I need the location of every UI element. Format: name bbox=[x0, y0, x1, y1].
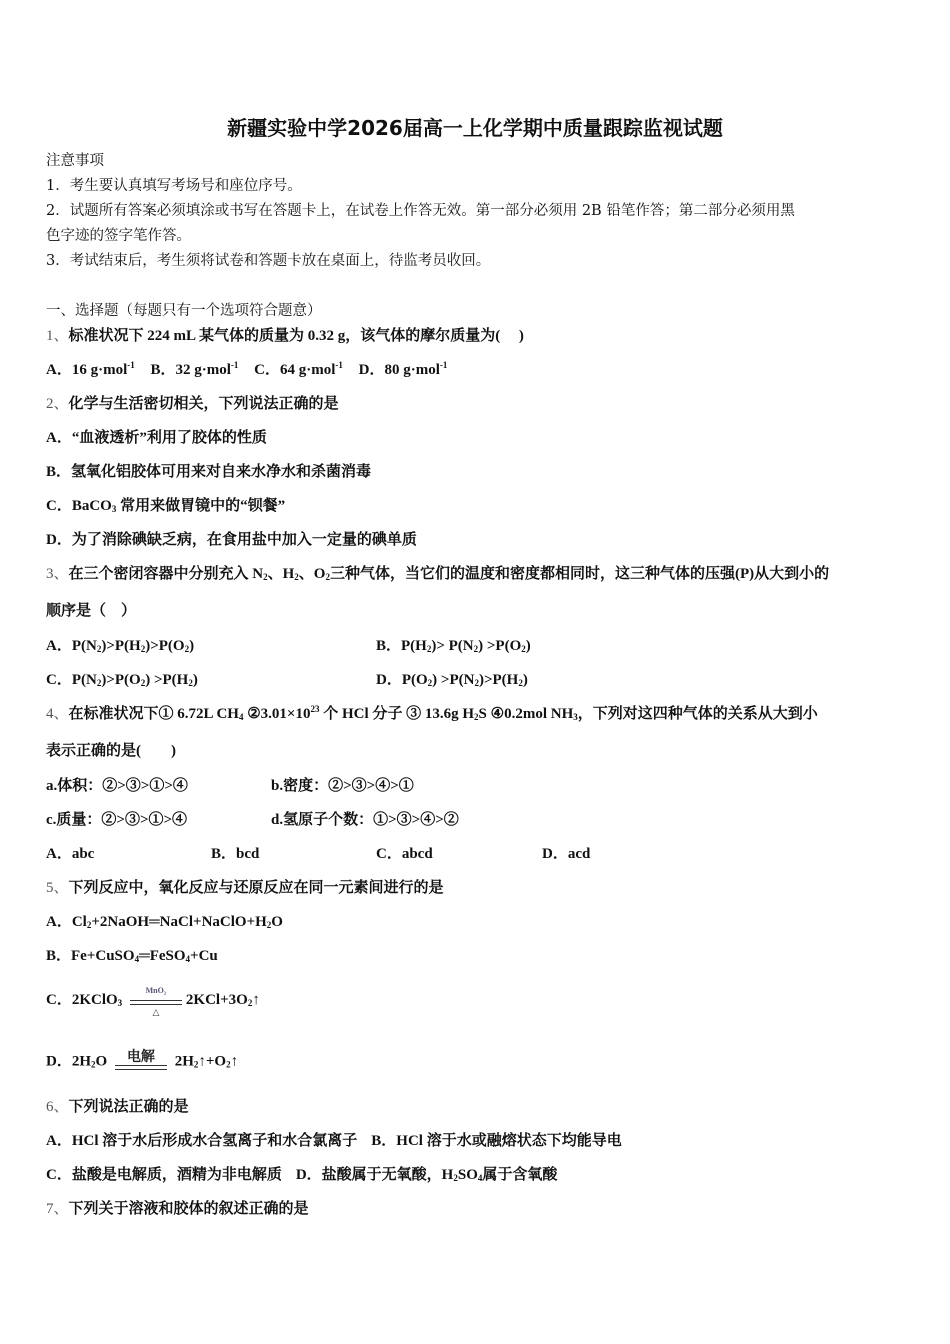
option-c[interactable]: C．$P(N_2)>P(O_2) >P(H_2)$ bbox=[46, 672, 198, 688]
question-4-cont: 表示正确的是( ) bbox=[46, 743, 176, 759]
section-heading: 一、选择题（每题只有一个选项符合题意） bbox=[46, 303, 322, 319]
question-5 bbox=[46, 878, 444, 898]
option-b[interactable]: B．氢氧化铝胶体可用来对自来水净水和杀菌消毒 bbox=[46, 464, 372, 480]
question-stem: 下列关于溶液和胶体的叙述正确的是 bbox=[68, 1201, 309, 1217]
question-3: 3、在三个密闭容器中分别充入 $N_2$、$H_2$、$O_2$三种气体，当它们的温度和密度都相同时，这三种气体的压强(P)从大到小的 bbox=[46, 566, 830, 582]
question-6-options-row2 bbox=[46, 1165, 557, 1185]
gas-arrow-icon: ↑ bbox=[252, 992, 260, 1008]
question-3-cont: 顺序是（ ） bbox=[46, 603, 137, 619]
page-title: 新疆实验中学2026届高一上化学期中质量跟踪监视试题 bbox=[227, 116, 723, 140]
notice-item-2: 2．试题所有答案必须填涂或书写在答题卡上，在试卷上作答无效。第一部分必须用 2B 铅笔作答；第二部分必须用黑 bbox=[46, 203, 795, 219]
option-d[interactable]: D．盐酸属于无氧酸，$H_2SO_4$属于含氧酸 bbox=[295, 1167, 558, 1183]
option-a[interactable]: A．“血液透析”利用了胶体的性质 bbox=[46, 430, 267, 446]
option-a[interactable]: A．abc bbox=[46, 846, 95, 862]
electrolysis-label: 电解 bbox=[126, 1049, 155, 1065]
option-a[interactable]: A．$Cl_2+2NaOH═NaCl+NaClO+H_2O$ bbox=[46, 914, 283, 930]
question-number: 3、 bbox=[46, 566, 69, 582]
question-4: 4、在标准状况下① 6.72L $CH_4$ $②3.01\times 10^{23}$ 个 HCl 分子 ③ 13.6g $H_2S$ ④0.2mol $NH_3$，下列对这四种气体的关系从大到小 bbox=[46, 704, 818, 722]
notice-item-1: 1．考生要认真填写考场号和座位序号。 bbox=[46, 178, 302, 194]
option-c[interactable]: C．2KClO$_3$ MnO₂ △ $2KCl+3O_2↑$ bbox=[46, 990, 260, 1011]
option-a[interactable]: A．HCl 溶于水后形成水合氢离子和水合氯离子 bbox=[46, 1133, 358, 1149]
option-d[interactable]: D．$P(O_2) >P(N_2)>P(H_2)$ bbox=[376, 672, 528, 688]
question-4-options bbox=[46, 844, 906, 864]
question-2 bbox=[46, 394, 339, 414]
option-b[interactable]: B．$P(H_2)> P(N_2) >P(O_2)$ bbox=[376, 638, 531, 654]
question-6 bbox=[46, 1097, 189, 1117]
statement-a: a.体积：②>③>①>④ bbox=[46, 778, 188, 794]
question-1-options bbox=[46, 360, 447, 380]
catalyst-label: MnO₂ bbox=[145, 985, 167, 995]
reaction-condition bbox=[115, 1051, 167, 1073]
question-stem: 下列说法正确的是 bbox=[68, 1099, 189, 1115]
question-6-options-row1 bbox=[46, 1131, 622, 1151]
equals-sign-icon bbox=[115, 1065, 167, 1070]
question-number: 6、 bbox=[46, 1099, 69, 1115]
question-4-statements-row1 bbox=[46, 776, 906, 796]
statement-b: b.密度：②>③>④>① bbox=[271, 778, 414, 794]
option-d[interactable]: D．acd bbox=[542, 846, 591, 862]
option-a[interactable]: A．16 g·mol$^{-1}$ bbox=[46, 360, 135, 378]
question-7 bbox=[46, 1199, 309, 1219]
notice-item-3: 3．考试结束后，考生须将试卷和答题卡放在桌面上，待监考员收回。 bbox=[46, 253, 491, 269]
question-stem: 化学与生活密切相关，下列说法正确的是 bbox=[68, 396, 339, 412]
option-b[interactable]: B．bcd bbox=[211, 846, 260, 862]
notice-item-2-cont: 色字迹的签字笔作答。 bbox=[46, 228, 191, 244]
option-d[interactable]: D．$2H_2O$ 电解 $2H_2↑+O_2↑$ bbox=[46, 1051, 238, 1073]
question-number: 1、 bbox=[46, 328, 69, 344]
option-c[interactable]: C．64 g·mol$^{-1}$ bbox=[254, 360, 343, 378]
question-number: 7、 bbox=[46, 1201, 69, 1217]
gas-arrow-icon: ↑ bbox=[230, 1053, 239, 1070]
question-3-options-row1 bbox=[46, 636, 906, 656]
option-a[interactable]: A．$P(N_2)>P(H_2)>P(O_2)$ bbox=[46, 638, 195, 654]
option-b[interactable]: B．Fe+CuSO$_4$═FeSO$_4$+Cu bbox=[46, 948, 218, 964]
option-c[interactable]: C．abcd bbox=[376, 846, 433, 862]
option-d[interactable]: D．为了消除碘缺乏病，在食用盐中加入一定量的碘单质 bbox=[46, 532, 417, 548]
reaction-condition bbox=[128, 985, 184, 1017]
question-number: 2、 bbox=[46, 396, 69, 412]
question-number: 4、 bbox=[46, 706, 69, 722]
option-c[interactable]: C．盐酸是电解质，酒精为非电解质 bbox=[46, 1167, 282, 1183]
option-c[interactable]: C．BaCO$_3$ 常用来做胃镜中的“钡餐” bbox=[46, 498, 286, 514]
statement-c: c.质量：②>③>①>④ bbox=[46, 812, 188, 828]
question-3-options-row2 bbox=[46, 670, 906, 690]
heat-triangle-icon: △ bbox=[152, 1006, 160, 1017]
statement-d: d.氢原子个数：①>③>④>② bbox=[271, 812, 459, 828]
question-stem: 标准状况下 224 mL 某气体的质量为 0.32 g，该气体的摩尔质量为( ) bbox=[68, 328, 524, 344]
option-b[interactable]: B．32 g·mol$^{-1}$ bbox=[150, 360, 239, 378]
notice-heading: 注意事项 bbox=[46, 153, 104, 169]
option-b[interactable]: B．HCl 溶于水或融熔状态下均能导电 bbox=[371, 1133, 622, 1149]
question-stem: 下列反应中，氧化反应与还原反应在同一元素间进行的是 bbox=[68, 880, 444, 896]
option-d[interactable]: D．80 g·mol$^{-1}$ bbox=[358, 360, 448, 378]
question-1 bbox=[46, 326, 524, 346]
question-4-statements-row2 bbox=[46, 810, 906, 830]
question-number: 5、 bbox=[46, 880, 69, 896]
